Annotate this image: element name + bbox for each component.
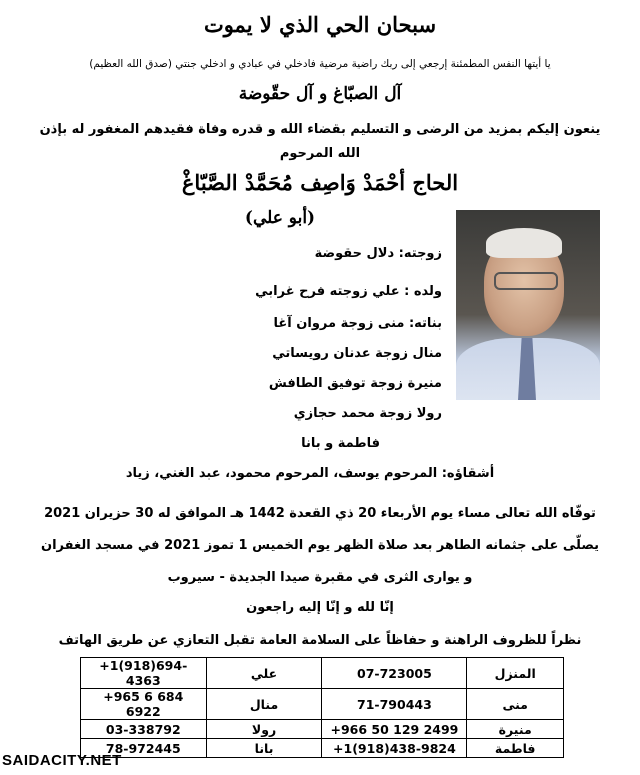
phone-cell: 78-972445 [81,739,207,758]
site-watermark: SAIDACITY.NET [2,752,122,769]
name-cell: فاطمة [467,739,564,758]
photo-hair [486,228,562,258]
name-cell: منيرة [467,720,564,739]
phone-cell: +966 50 129 2499 [322,720,467,739]
closing-phrase: إنّا لله و إنّا إليه راجعون [246,600,394,615]
announcement-text: ينعون إليكم بمزيد من الرضى و التسليم بقضاء الله و قدره وفاة فقيدهم المغفور له بإذن الله المرحوم [39,122,601,161]
deceased-nickname: (أبو علي) [244,208,316,228]
table-row [81,720,564,739]
brothers-line: أشقاؤه: المرحوم يوسف، المرحوم محمود، عبد الغني، زياد [125,466,495,481]
name-cell: المنزل [467,658,564,689]
family-names: آل الصبّاغ و آل حقّوضة [238,84,402,104]
daughter-line: منيرة زوجة توفيق الطافش [268,376,442,391]
death-date: توفّاه الله تعالى مساء يوم الأربعاء 20 ذي القعدة 1442 هـ الموافق له 30 حزيران 2021 [44,506,596,521]
wife-line: زوجته: دلال حقوضة [314,246,442,261]
phone-cell: 71-790443 [322,689,467,720]
son-line: ولده : علي زوجته فرح غرابي [255,284,442,299]
name-cell: بانا [206,739,322,758]
phone-cell: +965 6 684 6922 [81,689,207,720]
daughter-line: بناته: منى زوجة مروان آغا [273,316,442,331]
deceased-photo [456,210,600,400]
table-row [81,689,564,720]
name-cell: منى [467,689,564,720]
burial-place: و يوارى الثرى في مقبرة صيدا الجديدة - سيروب [167,570,473,585]
photo-glasses [494,272,558,290]
phone-cell: 03-338792 [81,720,207,739]
phone-cell: +1(918)694-4363 [81,658,207,689]
name-cell: رولا [206,720,322,739]
funeral-prayer: يصلّى على جثمانه الطاهر بعد صلاة الظهر يوم الخميس 1 تموز 2021 في مسجد الغفران [40,538,600,553]
table-row [81,739,564,758]
header-title: سبحان الحي الذي لا يموت [203,12,437,37]
quran-verse: يا أيتها النفس المطمئنة إرجعي إلى ربك راضية مرضية فادخلي في عبادي و ادخلي جنتي (صدق الله العظيم) [89,58,551,70]
daughter-line: فاطمة و بانا [301,436,380,451]
name-cell: منال [206,689,322,720]
deceased-name: الحاج أحْمَدْ وَاصِف مُحَمَّدْ الصَّبّاغْ [181,170,459,195]
table-row [81,658,564,689]
condolence-notice: نظراً للظروف الراهنة و حفاظاً على السلامة العامة تقبل التعازي عن طريق الهاتف [58,633,582,648]
phone-cell: 07-723005 [322,658,467,689]
name-cell: علي [206,658,322,689]
daughter-line: رولا زوجة محمد حجازي [293,406,442,421]
phone-cell: +1(918)438-9824 [322,739,467,758]
daughter-line: منال زوجة عدنان رويساتي [272,346,442,361]
contacts-table [80,657,564,758]
